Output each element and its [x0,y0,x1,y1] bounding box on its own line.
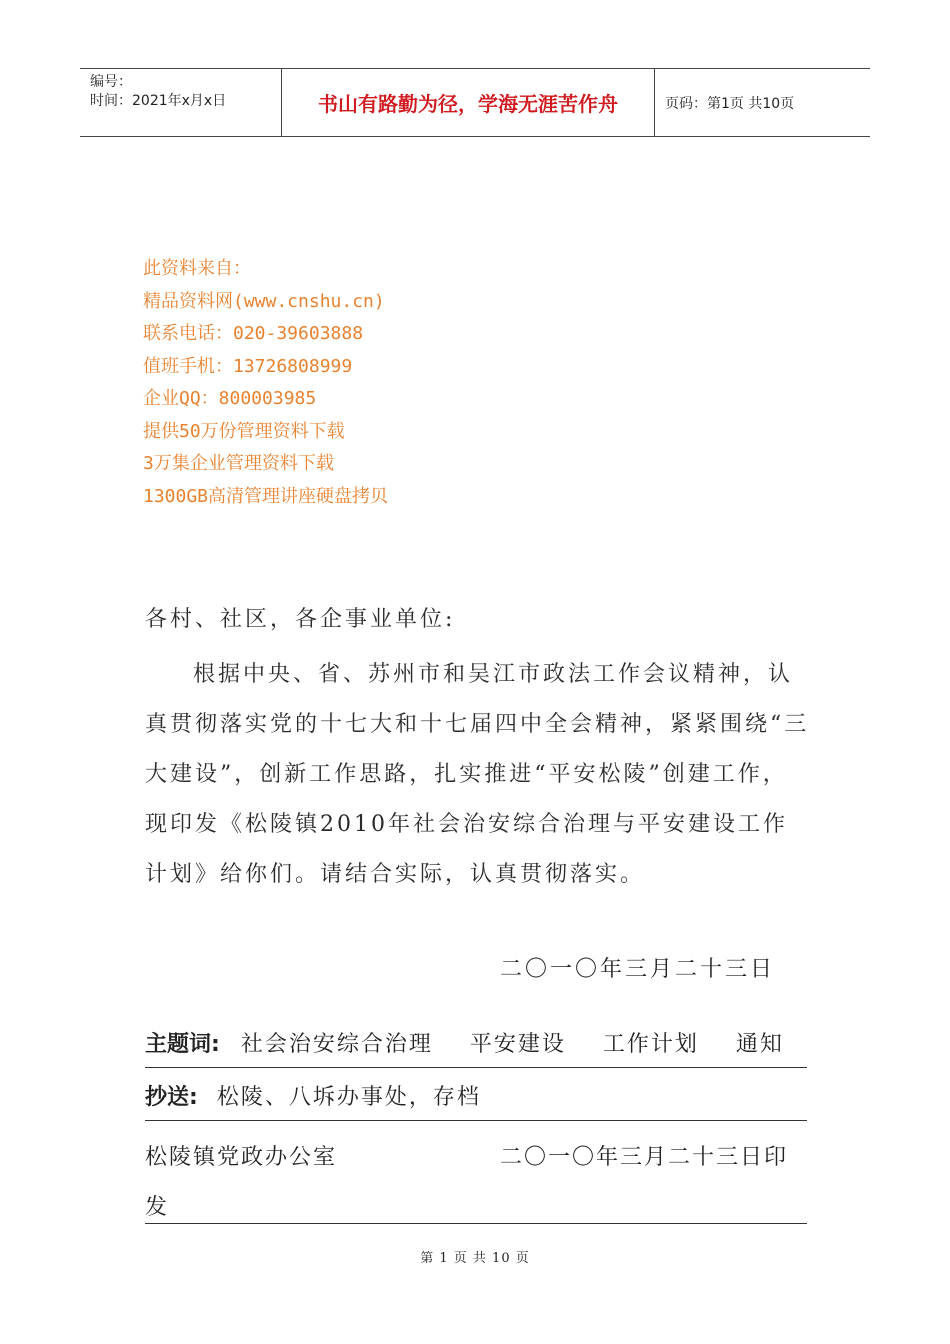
keywords-label: 主题词 [145,1032,212,1057]
keywords-colon: : [211,1032,220,1057]
document-date: 二〇一〇年三月二十三日 [500,957,776,982]
header-meta [80,69,282,136]
source-block [143,253,388,513]
salutation: 各村、社区，各企事业单位: [145,607,456,632]
source-line: 此资料来自： [143,258,251,279]
keyword: 通知 [735,1032,784,1057]
source-line: 1300GB高清管理讲座硬盘拷贝 [143,485,389,507]
header-page-info: 页码：第1页 共10页 [665,95,795,112]
cc-label: 抄送 [145,1085,190,1110]
source-line: 值班手机：13726808999 [143,355,353,377]
source-line: 精品资料网(www.cnshu.cn) [143,290,385,312]
keywords-list [241,1032,784,1057]
source-line: 联系电话：020-39603888 [143,323,364,344]
header-table [80,68,870,137]
cc-colon: : [189,1085,198,1110]
issuer-date-wrap: 发 [145,1195,170,1220]
keyword: 社会治安综合治理 [240,1032,433,1057]
body-paragraph: 根据中央、省、苏州市和吴江市政法工作会议精神，认真贯彻落实党的十七大和十七届四中全会精神，紧紧围绕“三大建设”，创新工作思路，扎实推进“平安松陵”创建工作，现印发《松陵镇2010年社会治安综合治理与平安建设工作计划》给你们。请结合实际，认真贯彻落实。 [145,662,810,887]
header-motto: 书山有路勤为径，学海无涯苦作舟 [282,69,655,136]
cc-text: 松陵、八坼办事处，存档 [216,1085,481,1110]
cc-row [145,1080,807,1121]
keyword: 平安建设 [469,1032,566,1057]
source-line: 提供50万份管理资料下载 [143,420,345,442]
keywords-row [145,1027,807,1068]
source-line: 3万集企业管理资料下载 [143,453,334,474]
issuer-office: 松陵镇党政办公室 [145,1145,338,1170]
time-label: 时间：2021年x月x日 [90,93,227,109]
issuer-row [145,1133,807,1224]
keyword: 工作计划 [602,1032,699,1057]
issuer-date: 二〇一〇年三月二十三日印 [500,1145,789,1170]
code-label: 编号： [90,74,132,90]
page-footer: 第 1 页 共 10 页 [420,1251,530,1266]
source-line: 企业QQ：800003985 [143,388,317,409]
